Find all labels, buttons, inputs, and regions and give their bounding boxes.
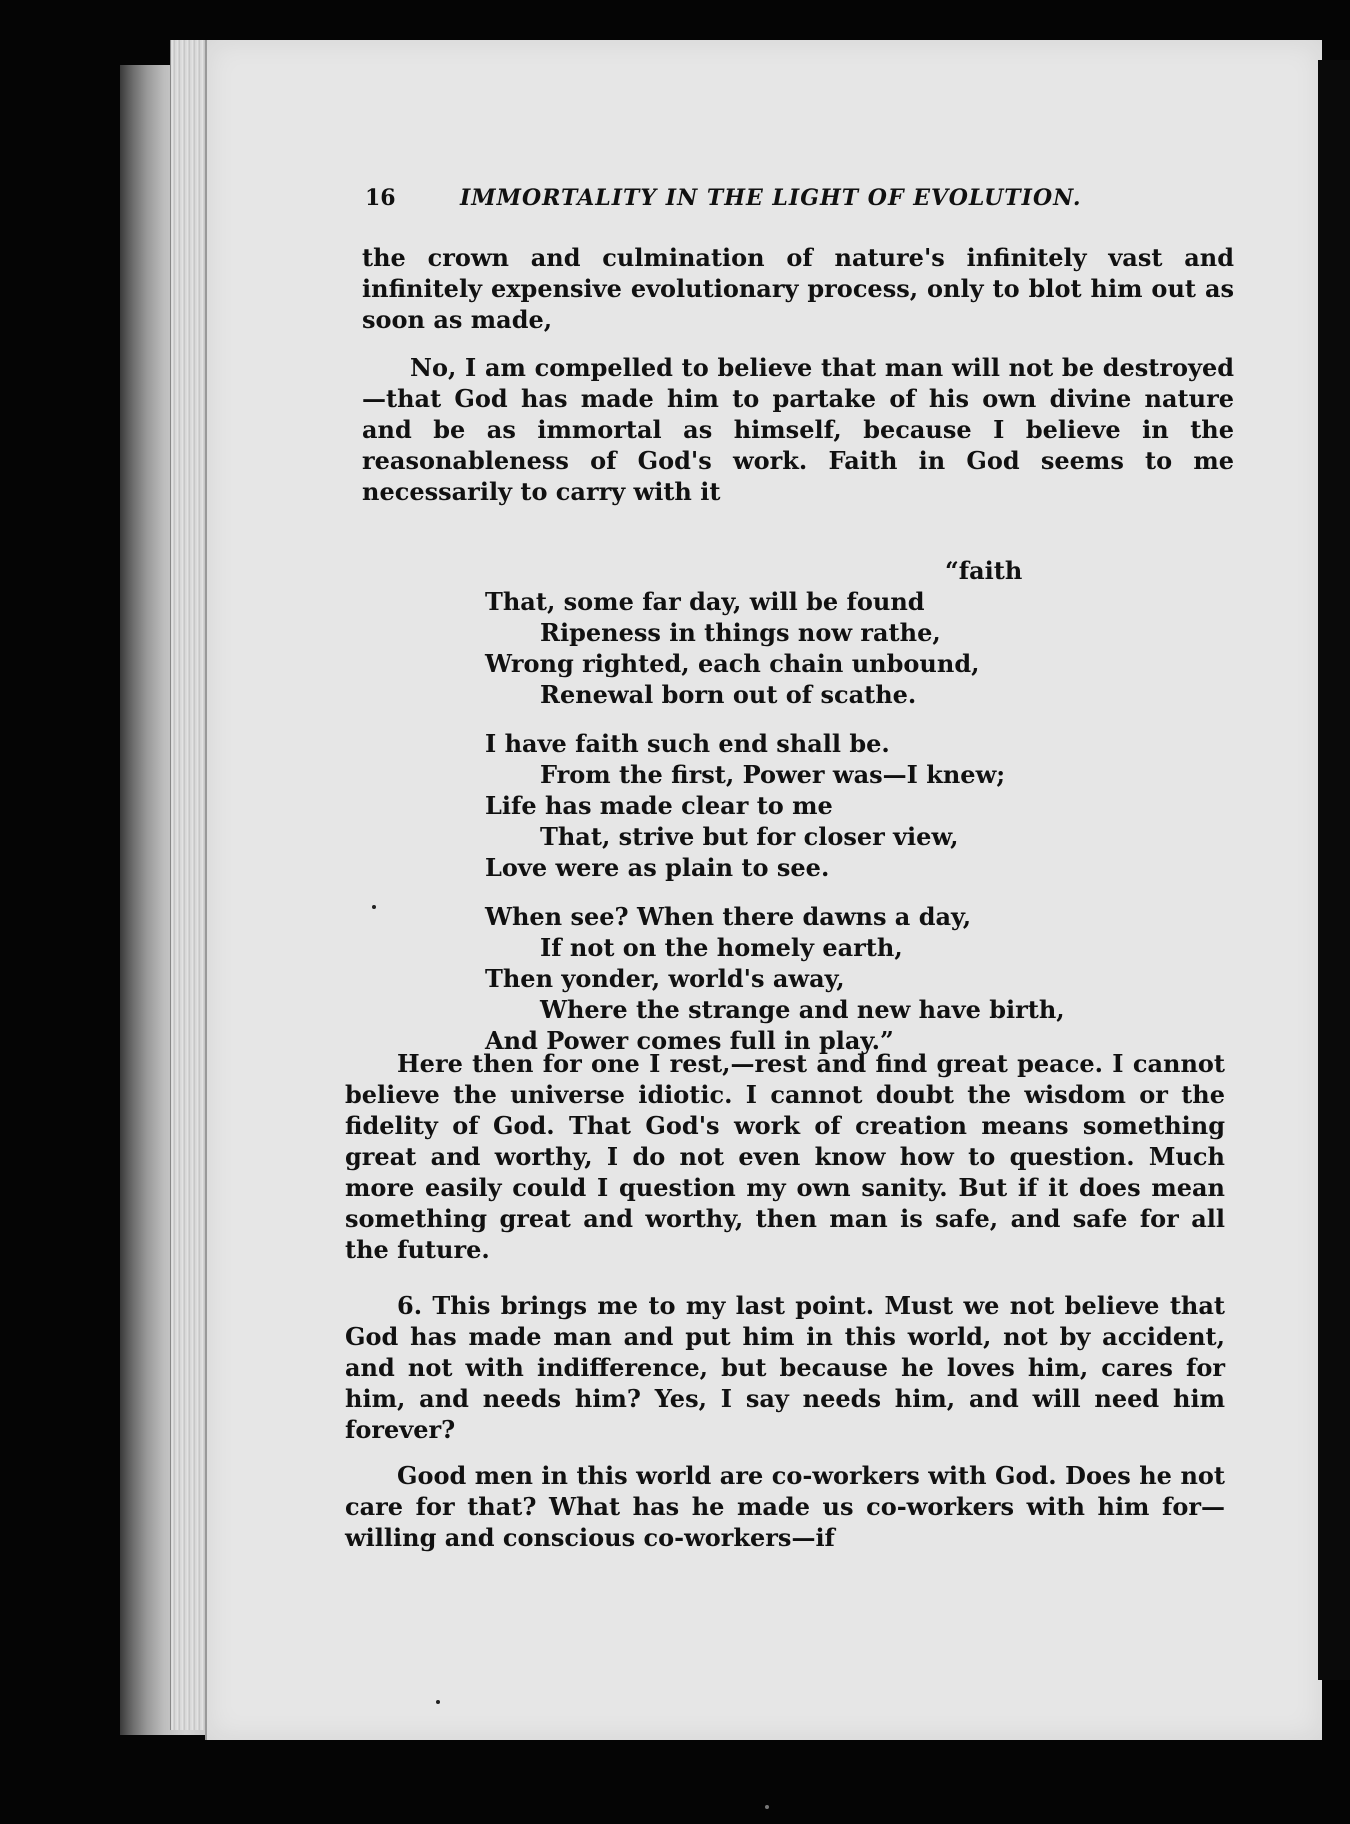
paragraph-co-workers: Good men in this world are co-workers with God. Does he not care for that? What has he made us co-workers with him for—willing and conscious co-workers—if: [345, 1461, 1225, 1552]
poem-line: Ripeness in things now rathe,: [540, 618, 941, 647]
poem-line: That, strive but for closer view,: [540, 822, 959, 851]
page-header: [365, 185, 1145, 225]
poem-line: If not on the homely earth,: [540, 933, 903, 962]
poem-line: From the first, Power was—I knew;: [540, 760, 1006, 789]
poem-stanza-1: [485, 586, 1105, 710]
paragraph-rest: Here then for one I rest,—rest and find great peace. I cannot believe the universe idiotic. I cannot doubt the wisdom or the fidelity of God. That God's work of creation means something great and worthy, I do not even know how to question. Much more easily could I question my own sanity. But if it does mean something great and worthy, then man is safe, and safe for all the future.: [345, 1049, 1225, 1264]
running-head: IMMORTALITY IN THE LIGHT OF EVOLUTION.: [460, 185, 1082, 211]
poem-line: Where the strange and new have birth,: [540, 995, 1065, 1024]
poem-stanza-2: [485, 728, 1105, 883]
poem-line: Renewal born out of scathe.: [540, 680, 917, 709]
poem-stanza-3: [485, 901, 1105, 1056]
poem-line: That, some far day, will be found: [485, 587, 925, 616]
poem-line: Wrong righted, each chain unbound,: [485, 649, 980, 678]
right-page-edge: [1318, 60, 1350, 1680]
paragraph-point-six: 6. This brings me to my last point. Must we not believe that God has made man and put him in this world, not by accident, and not with indifference, but because he loves him, cares for him, and needs him? Yes, I say needs him, and will need him forever?: [345, 1291, 1225, 1444]
poem-line: Then yonder, world's away,: [485, 964, 845, 993]
paragraph-compelled: No, I am compelled to believe that man will not be destroyed—that God has made him to partake of his own divine nature and be as immortal as himself, because I believe in the reasonableness of God's work. Faith in God seems to me necessarily to carry with it: [362, 353, 1234, 506]
poem-lead-word: “faith: [945, 556, 1023, 585]
poem-line: Love were as plain to see.: [485, 853, 830, 882]
poem-line: When see? When there dawns a day,: [485, 902, 972, 931]
ink-speck: [436, 1700, 440, 1704]
poem-line: I have faith such end shall be.: [485, 729, 890, 758]
ink-speck: [765, 1805, 769, 1809]
poem-quotation: [485, 555, 1105, 1074]
poem-line: Life has made clear to me: [485, 791, 833, 820]
paragraph-continuation: the crown and culmination of nature's infinitely vast and infinitely expensive evolutionary process, only to blot him out as soon as made,: [362, 243, 1234, 334]
poem-line: And Power comes full in play.”: [485, 1026, 894, 1055]
ink-speck: [372, 905, 376, 909]
page-number: 16: [365, 185, 396, 211]
